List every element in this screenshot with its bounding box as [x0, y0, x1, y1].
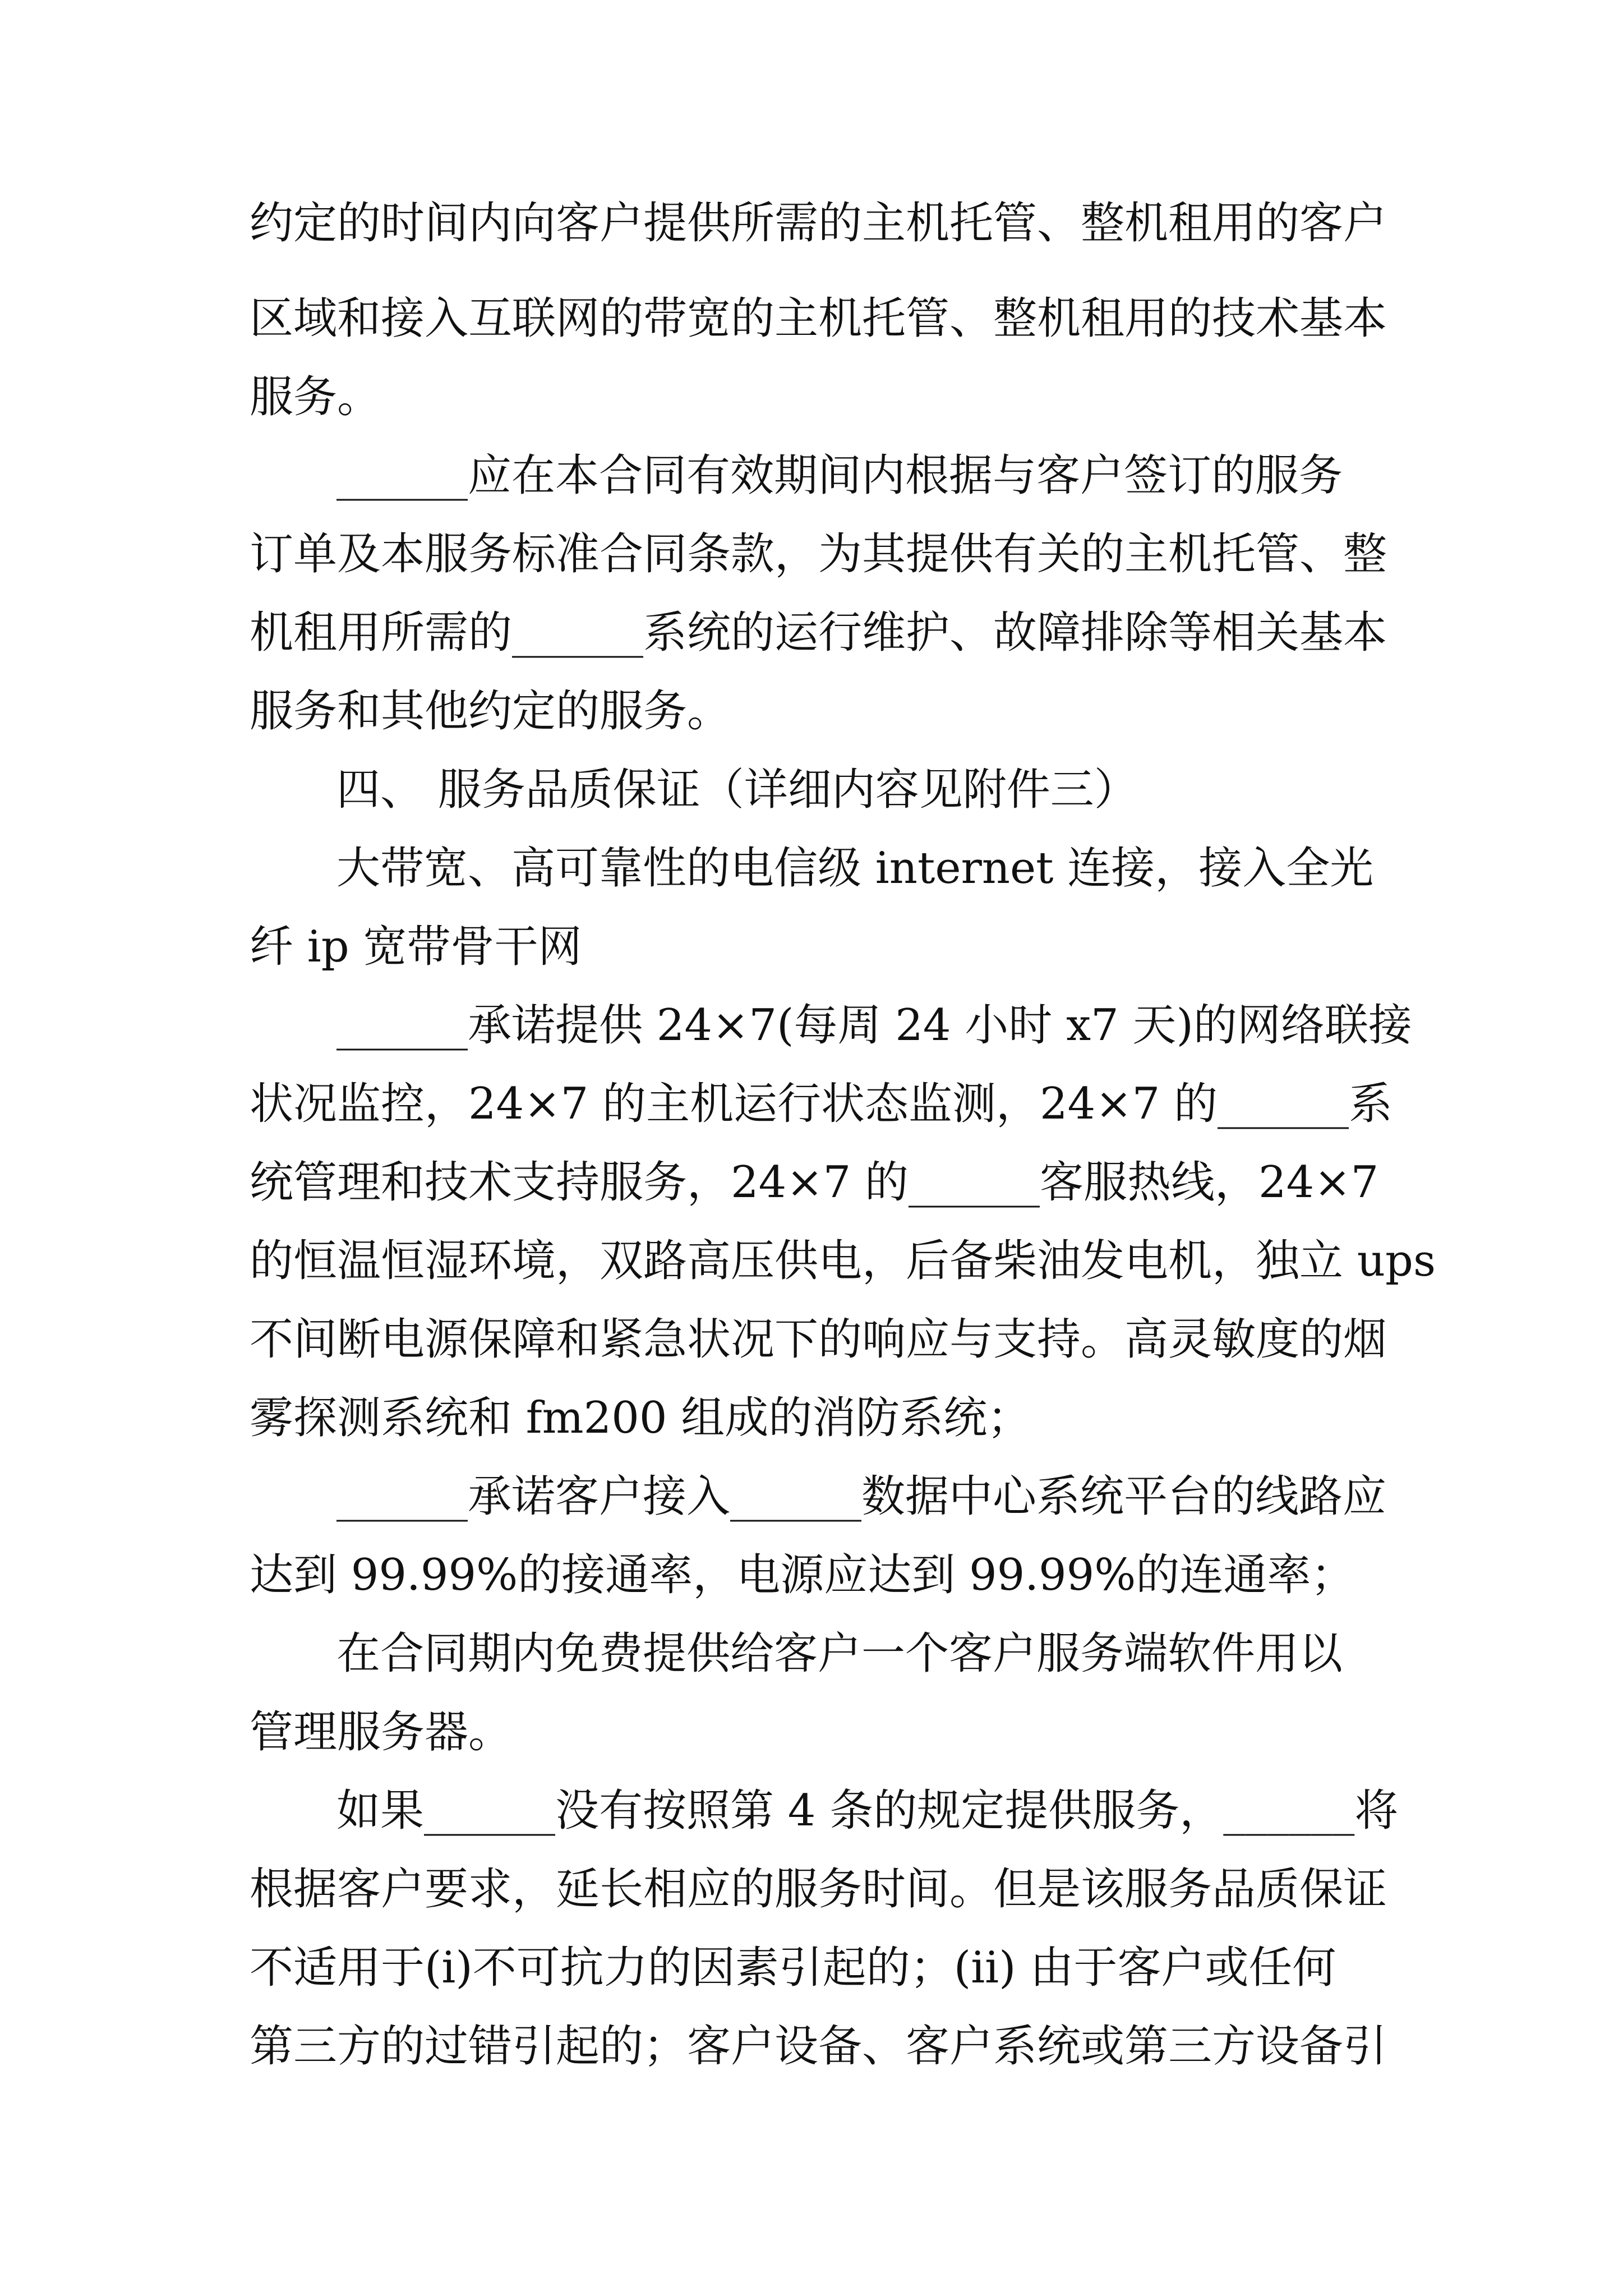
text-line-13: 统管理和技术支持服务，24×7 的______客服热线，24×7 [250, 1157, 1379, 1208]
text-line-11: ______承诺提供 24×7(每周 24 小时 x7 天)的网络联接 [336, 1000, 1412, 1051]
text-line-23: 不适用于(i)不可抗力的因素引起的；(ii) 由于客户或任何 [250, 1943, 1336, 1993]
text-line-20: 管理服务器。 [250, 1707, 513, 1757]
text-line-7: 服务和其他约定的服务。 [250, 686, 731, 737]
text-line-17: ______承诺客户接入______数据中心系统平台的线路应 [336, 1471, 1387, 1522]
text-line-16: 雾探测系统和 fm200 组成的消防系统； [250, 1393, 1031, 1443]
text-line-15: 不间断电源保障和紧急状况下的响应与支持。高灵敏度的烟 [250, 1314, 1387, 1365]
text-line-14: 的恒温恒湿环境，双路高压供电，后备柴油发电机，独立 ups [250, 1236, 1436, 1286]
text-line-10: 纤 ip 宽带骨干网 [250, 922, 582, 972]
text-line-21: 如果______没有按照第 4 条的规定提供服务，______将 [336, 1786, 1399, 1836]
text-line-6: 机租用所需的______系统的运行维护、故障排除等相关基本 [250, 608, 1387, 658]
text-line-9: 大带宽、高可靠性的电信级 internet 连接，接入全光 [336, 843, 1374, 894]
text-line-5: 订单及本服务标准合同条款，为其提供有关的主机托管、整 [250, 529, 1387, 579]
text-line-24: 第三方的过错引起的；客户设备、客户系统或第三方设备引 [250, 2021, 1387, 2072]
text-line-3: 服务。 [250, 372, 381, 422]
section-heading: 四、 服务品质保证（详细内容见附件三） [336, 765, 1138, 815]
text-line-1: 约定的时间内向客户提供所需的主机托管、整机租用的客户 [250, 198, 1387, 249]
text-line-19: 在合同期内免费提供给客户一个客户服务端软件用以 [336, 1628, 1343, 1679]
text-line-4: ______应在本合同有效期间内根据与客户签订的服务 [336, 450, 1343, 501]
text-line-12: 状况监控，24×7 的主机运行状态监测，24×7 的______系 [250, 1079, 1393, 1129]
text-line-18: 达到 99.99%的接通率，电源应达到 99.99%的连通率； [250, 1550, 1355, 1600]
text-line-2: 区域和接入互联网的带宽的主机托管、整机租用的技术基本 [250, 293, 1387, 344]
text-line-22: 根据客户要求，延长相应的服务时间。但是该服务品质保证 [250, 1864, 1387, 1915]
